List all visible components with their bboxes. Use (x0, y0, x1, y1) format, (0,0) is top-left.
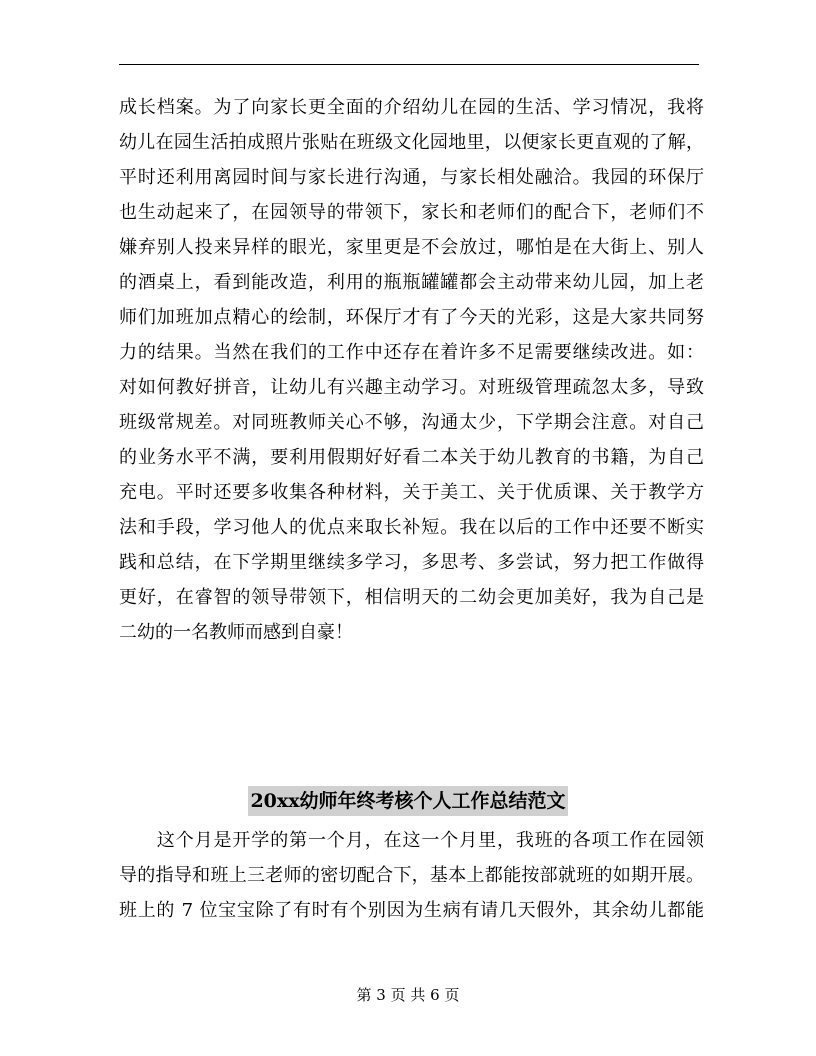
text-line: 班级常规差。对同班教师关心不够，沟通太少，下学期会注意。对自己 (119, 412, 704, 433)
text-line: 幼儿在园生活拍成照片张贴在班级文化园地里，以便家长更直观的了解， (119, 132, 704, 153)
text-line: 力的结果。当然在我们的工作中还存在着许多不足需要继续改进。如： (119, 342, 704, 363)
text-line: 对如何教好拼音，让幼儿有兴趣主动学习。对班级管理疏忽太多，导致 (119, 377, 704, 398)
text-line: 践和总结，在下学期里继续多学习，多思考、多尝试，努力把工作做得 (119, 552, 704, 573)
text-line: 的酒桌上，看到能改造，利用的瓶瓶罐罐都会主动带来幼儿园，加上老 (119, 272, 704, 293)
text-line: 法和手段，学习他人的优点来取长补短。我在以后的工作中还要不断实 (119, 517, 704, 538)
text-line: 这个月是开学的第一个月，在这一个月里，我班的各项工作在园领 (119, 830, 704, 851)
text-line: 师们加班加点精心的绘制，环保厅才有了今天的光彩，这是大家共同努 (119, 307, 704, 328)
text-line: 嫌弃别人投来异样的眼光，家里更是不会放过，哪怕是在大街上、别人 (119, 237, 704, 258)
section-heading-container (0, 786, 816, 816)
text-line: 成长档案。为了向家长更全面的介绍幼儿在园的生活、学习情况，我将 (119, 97, 704, 118)
text-line: 也生动起来了，在园领导的带领下，家长和老师们的配合下，老师们不 (119, 202, 704, 223)
header-rule (119, 64, 699, 65)
paragraph-2 (119, 823, 704, 928)
text-line: 班上的 7 位宝宝除了有时有个别因为生病有请几天假外，其余幼儿都能 (119, 900, 704, 921)
page-number-footer: 第 3 页 共 6 页 (356, 986, 460, 1004)
paragraph-1 (119, 90, 704, 650)
text-line: 更好，在睿智的领导带领下，相信明天的二幼会更加美好，我为自己是 (119, 587, 704, 608)
text-line: 二幼的一名教师而感到自豪！ (119, 622, 353, 643)
text-line: 的业务水平不满，要利用假期好好看二本关于幼儿教育的书籍，为自己 (119, 447, 704, 468)
text-line: 导的指导和班上三老师的密切配合下，基本上都能按部就班的如期开展。 (119, 865, 704, 886)
section-heading: 20xx幼师年终考核个人工作总结范文 (248, 786, 567, 816)
text-line: 平时还利用离园时间与家长进行沟通，与家长相处融洽。我园的环保厅 (119, 167, 704, 188)
text-line: 充电。平时还要多收集各种材料，关于美工、关于优质课、关于教学方 (119, 482, 704, 503)
